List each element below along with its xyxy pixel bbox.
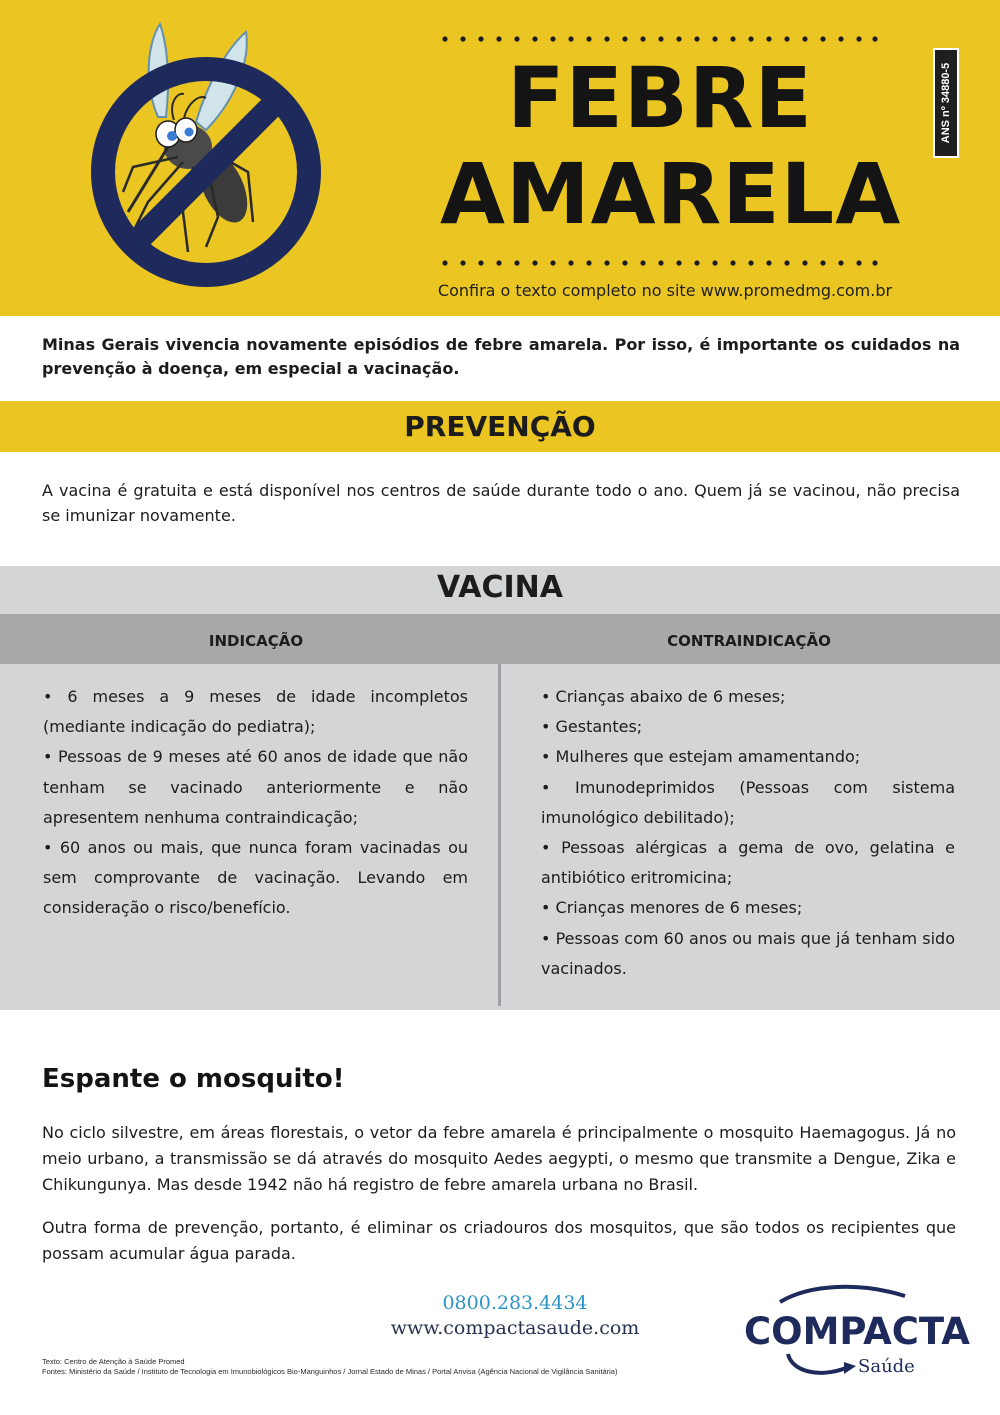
espante-paragraph-1: No ciclo silvestre, em áreas florestais, o vetor da febre amarela é principalmente o mosquito Haemagogus. Já no meio urbano, a transmissão se dá através do mosquito Aedes aegypti, o mesmo que transmite a Dengue, Zika e Chikungunya. Mas desde 1942 não há registro de febre amarela urbana no Brasil. [42,1123,956,1194]
list-item: • 6 meses a 9 meses de idade incompletos (mediante indicação do pediatra); [43,687,468,737]
dotted-divider-bottom [440,258,880,268]
espante-paragraph-2: Outra forma de prevenção, portanto, é eliminar os criadouros dos mosquitos, que são todos os recipientes que possam acumular água parada. [42,1218,956,1263]
contact-site[interactable]: www.compactasaude.com [390,1317,640,1339]
vacina-title: VACINA [437,570,563,605]
list-item: • Crianças abaixo de 6 meses; [541,687,786,706]
no-mosquito-icon [88,22,328,282]
column-divider [498,664,501,1006]
prevencao-text: A vacina é gratuita e está disponível nos centros de saúde durante todo o ano. Quem já se vacinou, não precisa se imunizar novamente. [42,481,960,525]
footer-text-credit: Texto: Centro de Atenção à Saúde Promed [42,1357,185,1366]
list-item: • Pessoas de 9 meses até 60 anos de idade que não tenham se vacinado anteriormente e não apresentem nenhuma contraindicação; [43,747,468,827]
list-item: • Pessoas alérgicas a gema de ovo, gelatina e antibiótico eritromicina; [541,838,955,888]
list-item: • Imunodeprimidos (Pessoas com sistema imunológico debilitado); [541,777,955,827]
brand-tagline: Saúde [858,1356,915,1377]
list-item: • Gestantes; [541,717,643,737]
list-item: • Pessoas com 60 anos ou mais que já tenham sido vacinados. [541,928,955,978]
contraindicacao-heading: CONTRAINDICAÇÃO [667,632,831,650]
list-item: • Mulheres que estejam amamentando; [541,747,861,767]
indicacao-list [43,682,468,924]
ans-registration-badge [933,48,959,158]
dotted-divider-top [440,34,880,44]
contact-phone[interactable]: 0800.283.4434 [442,1292,588,1314]
contraindicacao-list [541,682,955,984]
indicacao-heading: INDICAÇÃO [208,632,304,650]
title-line-1: FEBRE [507,49,813,147]
footer-sources: Fontes: Ministério da Saúde / Instituto de Tecnologia em Imunobiológicos Bio-Manguinhos / Jornal Estado de Minas / Portal Anvisa (Agência Nacional de Vigilância Sanitária) [42,1367,618,1376]
list-item: • Crianças menores de 6 meses; [541,898,803,918]
title-line-2: AMARELA [440,145,902,243]
espante-title: Espante o mosquito! [42,1064,345,1094]
subtitle-site-link: Confira o texto completo no site www.promedmg.com.br [437,281,893,300]
ans-code: ANS nº 34880-5 [940,62,952,144]
intro-text: Minas Gerais vivencia novamente episódios de febre amarela. Por isso, é importante os cuidados na prevenção à doença, em especial a vacinação. [42,335,960,378]
brand-name: COMPACTA [744,1310,970,1353]
list-item: • 60 anos ou mais, que nunca foram vacinadas ou sem comprovante de vacinação. Levando em consideração o risco/benefício. [43,838,468,918]
compacta-logo [740,1282,970,1378]
prevencao-title: PREVENÇÃO [404,410,596,443]
